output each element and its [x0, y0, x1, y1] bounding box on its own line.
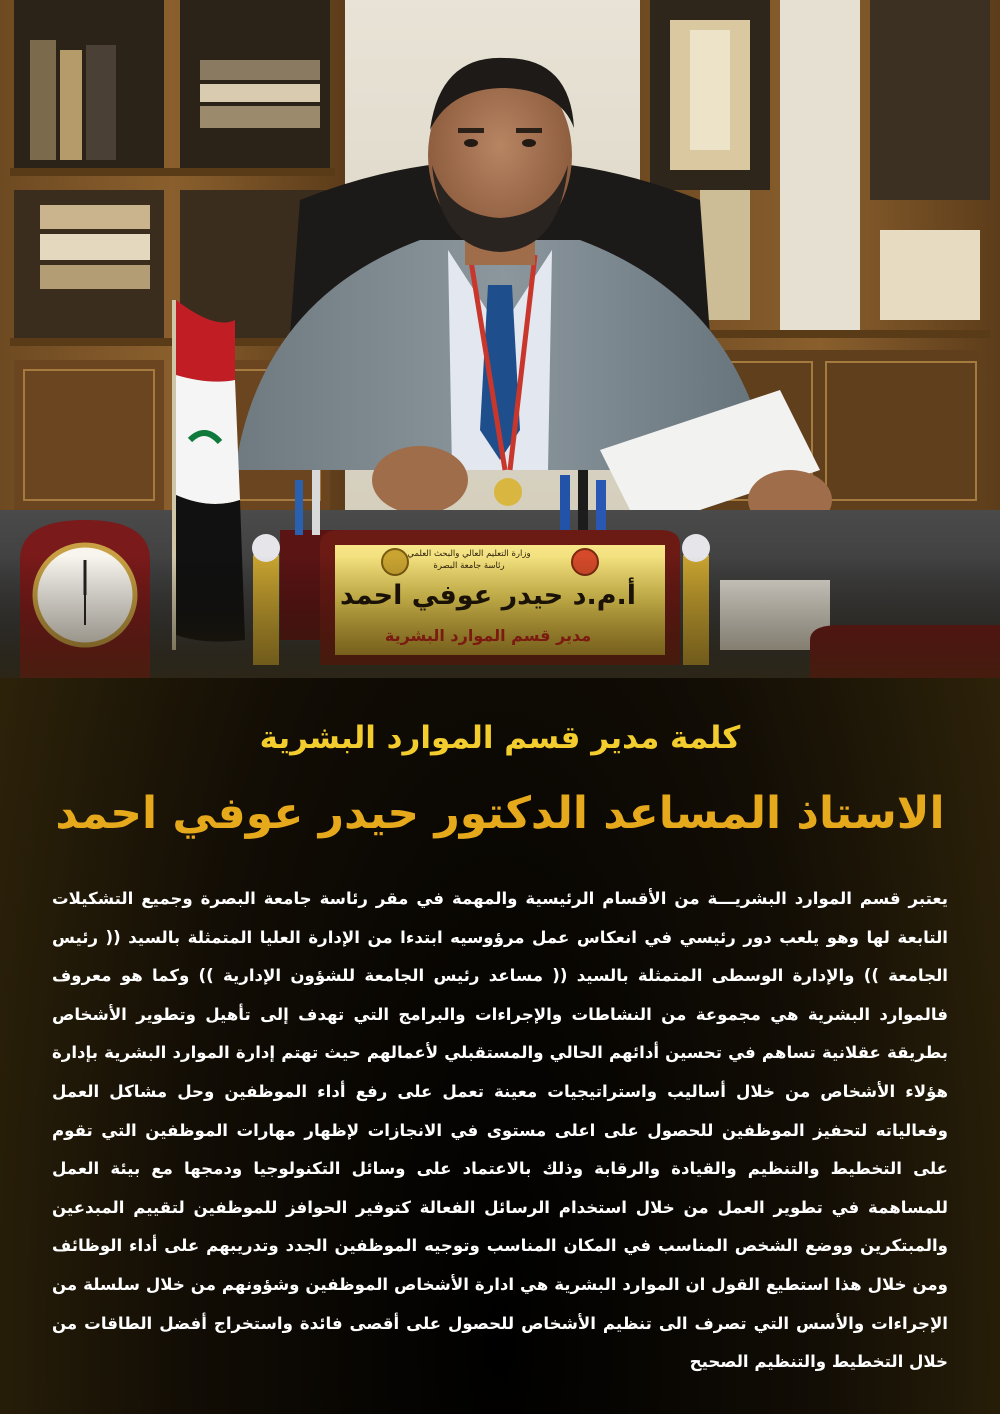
- nameplate-ministry-line1: وزارة التعليم العالي والبحث العلمي: [407, 549, 531, 559]
- director-office-photo: [0, 0, 1000, 678]
- director-message-paragraph: يعتبر قسم الموارد البشريـــة من الأقسام الرئيسية والمهمة في مقر رئاسة جامعة البصرة وجميع التشكيلات التابعة لها وهو يلعب دور رئيسي في انعكاس عمل مرؤوسيه ابتدءا من الإدارة العليا المتمثلة بالسيد (( رئيس الجامعة )) والإدارة الوسطى المتمثلة بالسيد (( مساعد رئيس الجامعة للشؤون الإدارية )) وكما هو معروف فالموارد البشرية هي مجموعة من النشاطات والإجراءات والبرامج التي تهدف إلى تأهيل وتطوير الأشخاص بطريقة عقلانية تساهم في تحسين أدائهم الحالي والمستقبلي لأعمالهم حيث تهتم إدارة الموارد البشرية بإدارة هؤلاء الأشخاص من خلال أساليب واستراتيجيات معينة تعمل على رفع أداء الموظفين وحل مشاكل العمل وفعالياته لتحفيز الموظفين للحصول على اعلى مستوى في الانجازات لإظهار مهارات الموظفين التي تقوم على التخطيط والتنظيم والقيادة والرقابة وذلك بالاعتماد على وسائل التكنولوجيا ودمجها مع بيئة العمل للمساهمة في تطوير العمل من خلال استخدام الرسائل الفعالة كتوفير الحوافز للموظفين لتقييم المبدعين والمبتكرين ووضع الشخص المناسب في المكان المناسب وتوجيه الموظفين الجدد وتدريبهم على أداء الوظائف ومن خلال هذا استطيع القول ان الموارد البشرية هي ادارة الأشخاص الموظفين وشؤونهم من خلال سلسلة من الإجراءات والأسس التي تصرف الى تنظيم الأشخاص للحصول على أقصى فائدة واستخراج أفضل الطاقات من خلال التخطيط والتنظيم الصحيح: [52, 889, 948, 1372]
- page-subtitle: كلمة مدير قسم الموارد البشرية: [259, 720, 741, 756]
- nameplate-ministry-text: [404, 548, 534, 572]
- nameplate-ministry-line2: رئاسة جامعة البصرة: [433, 561, 505, 571]
- page-title: الاستاذ المساعد الدكتور حيدر عوفي احمد: [55, 788, 945, 839]
- nameplate-role: مدير قسم الموارد البشرية: [384, 626, 592, 645]
- nameplate-name: أ.م.د حيدر عوفي احمد: [339, 580, 636, 611]
